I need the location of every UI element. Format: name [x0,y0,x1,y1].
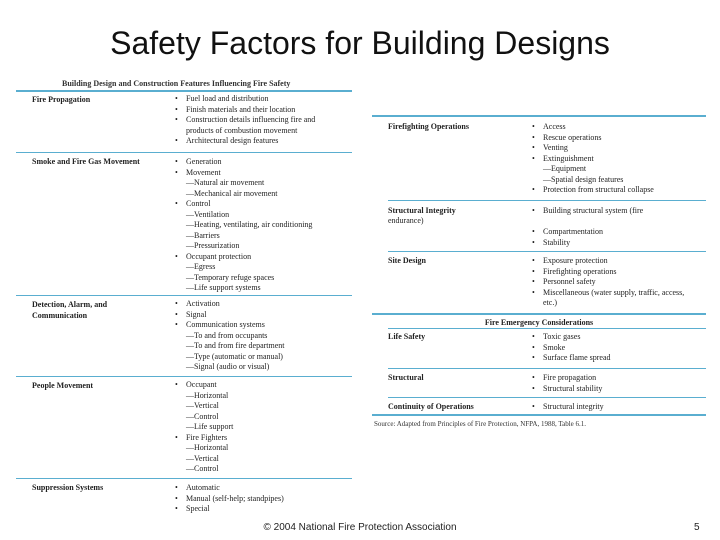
table-source-note: Source: Adapted from Principles of Fire Protection, NFPA, 1988, Table 6.1. [374,420,587,428]
list-item: • Generation [174,157,354,168]
row-divider [388,368,706,369]
page-title: Safety Factors for Building Designs [110,25,610,61]
list-item: • Special [174,504,354,515]
row-category: Site Design [388,256,426,265]
list-item: • Toxic gases [531,332,711,343]
row-divider [388,397,706,398]
row-category: Firefighting Operations [388,122,469,131]
row-items-structural-integrity [531,206,711,248]
list-item: • Occupant protection [174,252,354,263]
list-item: • Stability [531,238,711,249]
list-item: etc.) [543,298,557,307]
list-item: —Horizontal [186,443,229,452]
list-item: —Type (automatic or manual) [186,351,283,361]
table-rule-top [16,90,352,92]
row-items-fire-propagation [174,94,354,147]
list-item: —Equipment [543,164,587,173]
row-items-firefighting [531,122,711,196]
list-item: —Control [186,411,219,421]
list-item: • Personnel safety [531,277,713,288]
list-item: • Communication systems [174,320,354,331]
row-divider [388,328,706,329]
list-item: —Life support systems [186,283,261,292]
list-item: • Surface flame spread [531,353,711,364]
list-item: • Access [531,122,711,133]
table-header: Building Design and Construction Features Influencing Fire Safety [62,79,291,88]
list-item: —Signal (audio or visual) [186,362,270,371]
list-item: • Building structural system (fire [531,206,711,217]
list-item: • Finish materials and their location [174,105,354,116]
row-divider [388,200,706,201]
row-items-site-design [531,256,713,309]
list-item: • Fire Fighters [174,433,354,444]
list-item: • Control [174,199,354,210]
row-items-people [174,380,354,475]
list-item: —Horizontal [186,390,229,400]
list-item: • Architectural design features [174,136,354,147]
list-item: products of combustion movement [186,125,298,135]
list-item: —Temporary refuge spaces [186,272,275,282]
row-divider [16,152,352,153]
list-item: • Exposure protection [531,256,713,267]
list-item: —To and from fire department [186,341,285,350]
list-item: • Construction details influencing fire and [174,115,354,126]
list-item: —Barriers [186,230,220,240]
section-header: Fire Emergency Considerations [484,318,594,327]
list-item: • Firefighting operations [531,267,713,278]
list-item: • Manual (self-help; standpipes) [174,494,354,505]
row-items-life-safety [531,332,711,364]
list-item: • Rescue operations [531,133,711,144]
list-item: • Movement [174,168,354,179]
row-divider [16,295,352,296]
row-items-suppression [174,483,354,515]
row-category: Suppression Systems [32,483,104,492]
list-item: • Fuel load and distribution [174,94,354,105]
row-category: Smoke and Fire Gas Movement [32,157,140,166]
list-item: —Egress [186,262,216,271]
list-item: —Pressurization [186,241,240,250]
list-item: • Protection from structural collapse [531,185,711,196]
table-rule-bottom [372,414,706,416]
list-item: • Smoke [531,343,711,354]
list-item: • Signal [174,310,354,321]
list-item: • Activation [174,299,354,310]
list-item [531,217,711,228]
list-item: —Vertical [186,401,219,410]
row-category: Life Safety [388,332,426,341]
list-item: —To and from occupants [186,330,268,340]
row-category: Detection, Alarm, and Communication [32,300,108,320]
row-divider [388,251,706,252]
page-number: 5 [694,522,700,533]
list-item: —Ventilation [186,209,230,219]
list-item: —Spatial design features [543,174,624,184]
row-category: Structural Integrity [388,206,456,215]
footer-copyright: © 2004 National Fire Protection Association [263,522,457,533]
list-item: —Control [186,464,219,473]
list-item: —Vertical [186,453,219,463]
row-items-detection [174,299,354,373]
list-item: • Miscellaneous (water supply, traffic, access, [531,288,713,299]
list-item: • Fire propagation [531,373,711,384]
list-item: • Venting [531,143,711,154]
row-items-smoke [174,157,354,294]
row-items-continuity [531,402,711,413]
row-category: Continuity of Operations [388,402,474,411]
list-item: • Occupant [174,380,354,391]
list-item: —Life support [186,422,234,431]
row-category: Fire Propagation [32,95,91,104]
list-item: • Automatic [174,483,354,494]
section-rule [372,313,706,315]
row-divider [16,376,352,377]
list-item: • Structural integrity [531,402,711,413]
row-items-structural [531,373,711,394]
table-rule-top [372,115,706,117]
list-item: —Heating, ventilating, air conditioning [186,220,313,229]
row-divider [16,478,352,479]
row-category-note: endurance) [388,216,424,225]
list-item: • Extinguishment [531,154,711,165]
list-item: —Natural air movement [186,178,265,187]
row-category: Structural [388,373,424,382]
list-item: • Compartmentation [531,227,711,238]
list-item: • Structural stability [531,384,711,395]
row-category: People Movement [32,381,94,390]
list-item: —Mechanical air movement [186,188,278,198]
